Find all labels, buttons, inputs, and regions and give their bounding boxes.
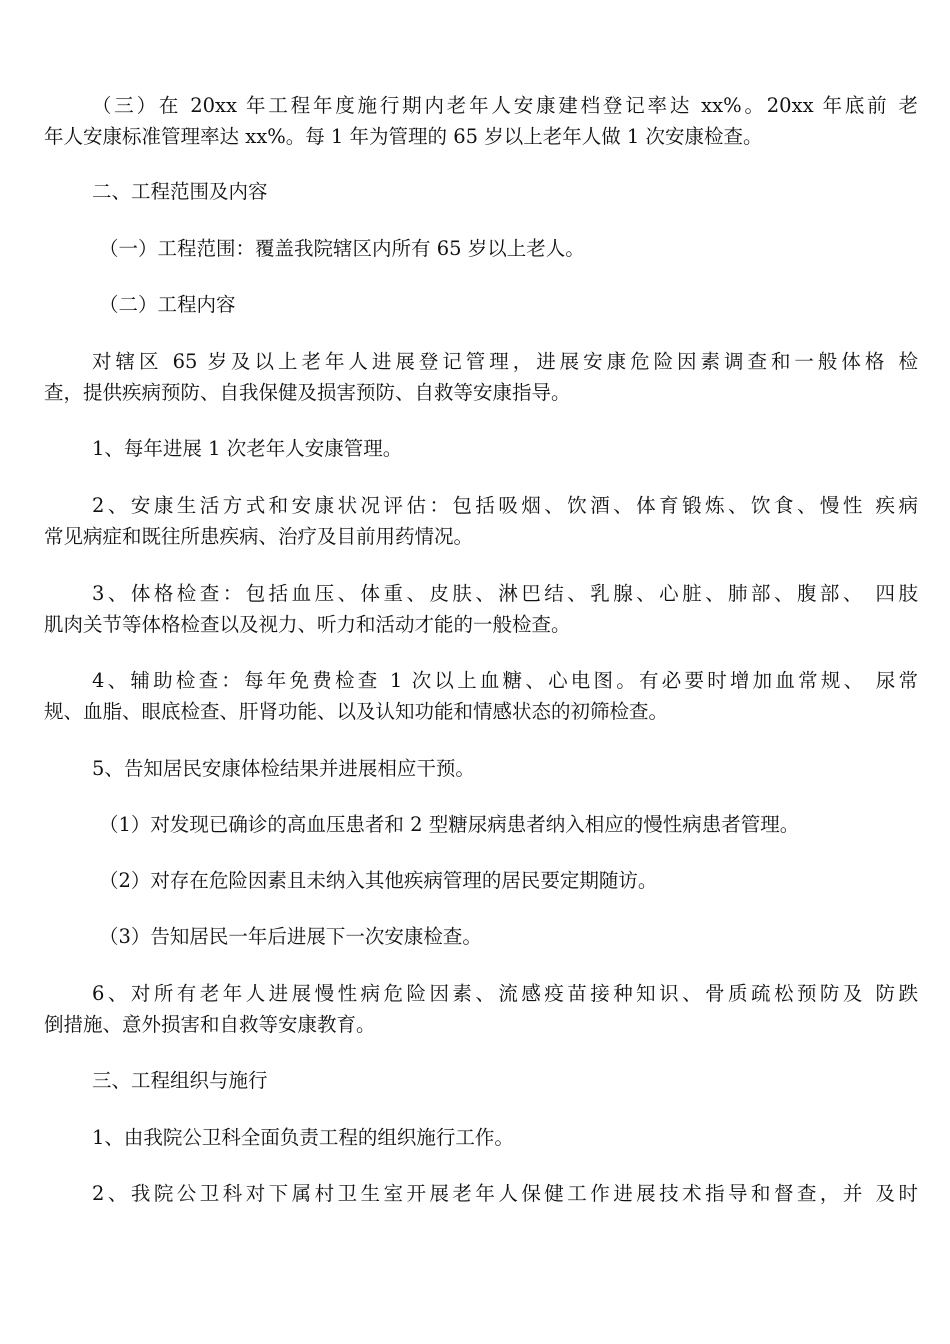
paragraph-line: 规、血脂、眼底检查、肝肾功能、以及认知功能和情感状态的初筛检查。 [44,700,669,723]
list-item-1 [44,433,918,464]
paragraph-line: 常见病症和既往所患疾病、治疗及目前用药情况。 [44,525,474,548]
paragraph-line: 6、对所有老年人进展慢性病危险因素、流感疫苗接种知识、骨质疏松预防及 防跌 [92,982,918,1005]
paragraph-line: 1、由我院公卫科全面负责工程的组织施行工作。 [92,1126,514,1149]
subsection-scope [44,233,918,264]
paragraph-line: 倒措施、意外损害和自救等安康教育。 [44,1013,376,1036]
heading-text: （二）工程内容 [99,293,236,316]
org-item-2 [44,1178,918,1209]
subsection-content-heading [44,289,918,320]
list-item-6 [44,978,918,1040]
heading-text: 二、工程范围及内容 [92,180,268,203]
paragraph-line: 1、每年进展 1 次老年人安康管理。 [92,437,403,460]
heading-text: 三、工程组织与施行 [92,1069,268,1092]
list-item-5 [44,753,918,784]
org-item-1 [44,1122,918,1153]
section-heading-organization [44,1065,918,1096]
sub-item-1 [44,809,918,840]
list-item-4 [44,665,918,727]
list-item-2 [44,490,918,552]
paragraph-line: （三）在 20xx 年工程年度施行期内老年人安康建档登记率达 xx%。20xx 年底前 老 [92,94,918,117]
paragraph-content-intro [44,346,918,408]
paragraph-line: 5、告知居民安康体检结果并进展相应干预。 [92,757,475,780]
paragraph-line: （3）告知居民一年后进展下一次安康检查。 [99,925,482,948]
section-heading-scope [44,176,918,207]
paragraph-line: （2）对存在危险因素且未纳入其他疾病管理的居民要定期随访。 [99,869,658,892]
sub-item-2 [44,865,918,896]
paragraph-line: 3、体格检查：包括血压、体重、皮肤、淋巴结、乳腺、心脏、肺部、腹部、 四肢 [92,582,918,605]
paragraph-line: 肌肉关节等体格检查以及视力、听力和活动才能的一般检查。 [44,613,571,636]
paragraph-objective-3 [44,90,918,152]
sub-item-3 [44,921,918,952]
paragraph-line: 2、安康生活方式和安康状况评估：包括吸烟、饮酒、体育锻炼、饮食、慢性 疾病 [92,494,918,517]
list-item-3 [44,578,918,640]
paragraph-line: 4、辅助检查：每年免费检查 1 次以上血糖、心电图。有必要时增加血常规、 尿常 [92,669,918,692]
paragraph-line: （1）对发现已确诊的高血压患者和 2 型糖尿病患者纳入相应的慢性病患者管理。 [99,813,800,836]
paragraph-line: 查，提供疾病预防、自我保健及损害预防、自救等安康指导。 [44,381,571,404]
paragraph-line: 对辖区 65 岁及以上老年人进展登记管理，进展安康危险因素调查和一般体格 检 [92,350,918,373]
paragraph-line: 年人安康标准管理率达 xx%。每 1 年为管理的 65 岁以上老年人做 1 次安康检查。 [44,125,763,148]
paragraph-line: （一）工程范围：覆盖我院辖区内所有 65 岁以上老人。 [99,237,585,260]
paragraph-line: 2、我院公卫科对下属村卫生室开展老年人保健工作进展技术指导和督查，并 及时 [92,1182,918,1205]
